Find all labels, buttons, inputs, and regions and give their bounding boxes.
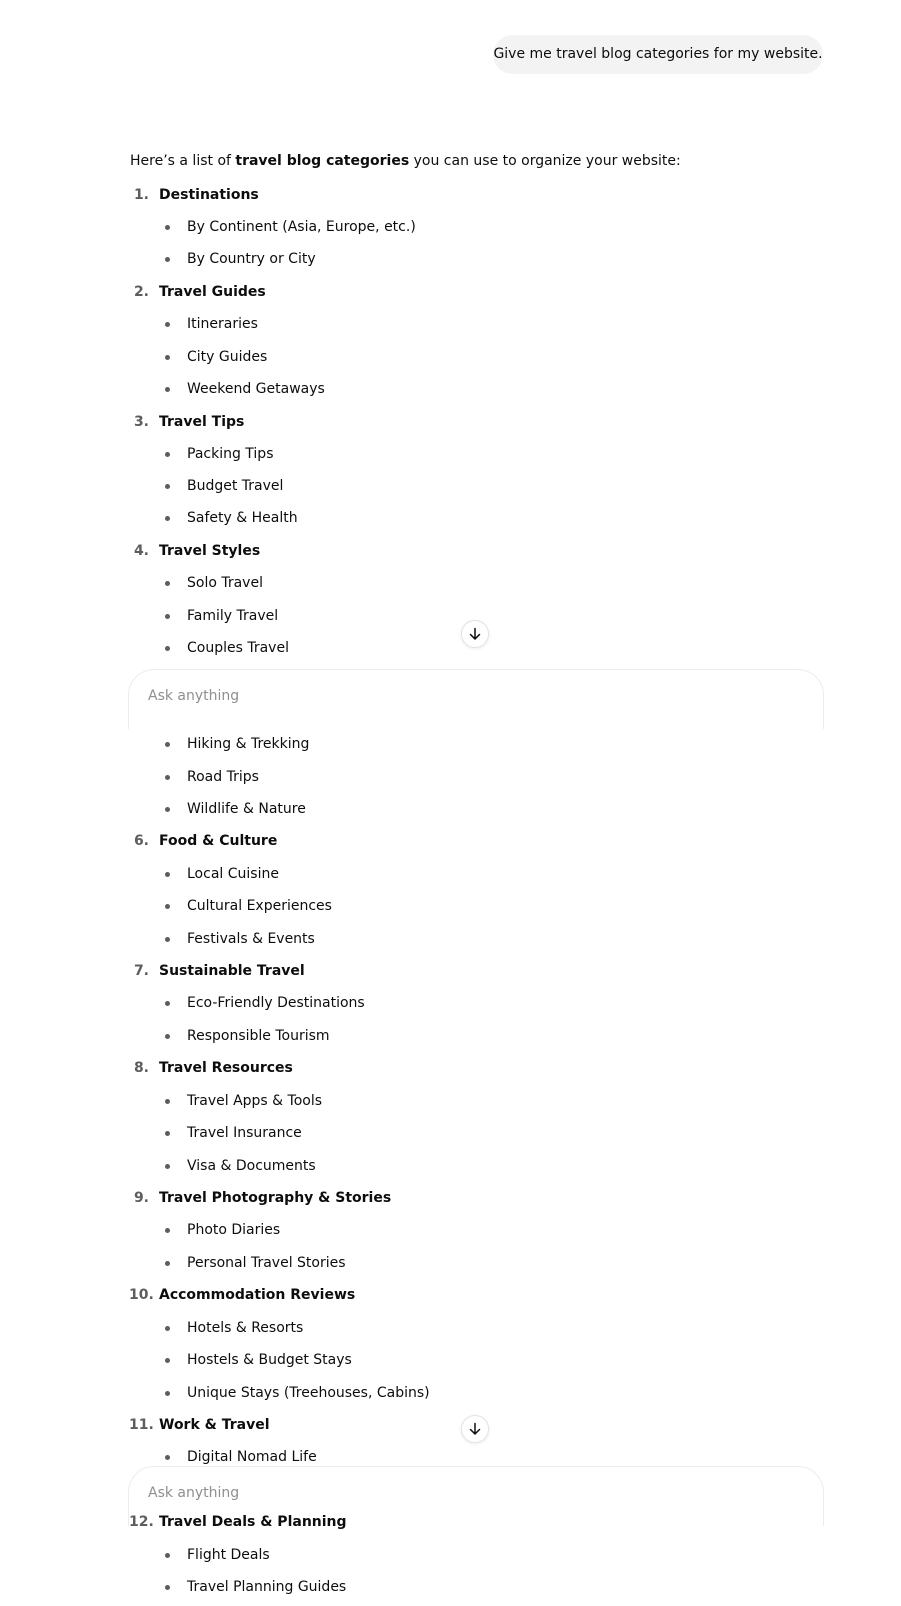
bullet-icon <box>165 581 170 586</box>
list-item: Wildlife & Nature <box>187 801 306 817</box>
bullet-icon <box>165 775 170 780</box>
list-number: 8. <box>133 1060 149 1076</box>
category-heading: Travel Guides <box>159 284 266 300</box>
list-item: Weekend Getaways <box>187 381 325 397</box>
user-message-text: Give me travel blog categories for my website. <box>493 46 823 62</box>
bullet-icon <box>165 807 170 812</box>
list-item: Travel Insurance <box>187 1125 302 1141</box>
bullet-icon <box>165 1585 170 1590</box>
category-heading: Accommodation Reviews <box>159 1287 356 1303</box>
bullet-icon <box>165 225 170 230</box>
bullet-icon <box>165 937 170 942</box>
bullet-icon <box>165 1034 170 1039</box>
bullet-icon <box>165 484 170 489</box>
bullet-icon <box>165 1553 170 1558</box>
list-item: Couples Travel <box>187 640 289 656</box>
bullet-icon <box>165 872 170 877</box>
list-item: Unique Stays (Treehouses, Cabins) <box>187 1385 430 1401</box>
list-item: Photo Diaries <box>187 1222 281 1238</box>
list-item: Responsible Tourism <box>187 1028 330 1044</box>
intro-text-before: Here’s a list of <box>130 153 236 169</box>
bullet-icon <box>165 257 170 262</box>
list-item: Local Cuisine <box>187 866 279 882</box>
intro-text-after: you can use to organize your website: <box>409 153 681 169</box>
list-item: Travel Apps & Tools <box>187 1093 323 1109</box>
list-item: City Guides <box>187 349 268 365</box>
scroll-to-bottom-button[interactable] <box>461 1415 489 1443</box>
bullet-icon <box>165 355 170 360</box>
list-item: By Continent (Asia, Europe, etc.) <box>187 219 416 235</box>
list-item: Flight Deals <box>187 1547 270 1563</box>
bullet-icon <box>165 646 170 651</box>
list-item: Hotels & Resorts <box>187 1320 304 1336</box>
list-number: 3. <box>133 414 149 430</box>
bullet-icon <box>165 516 170 521</box>
category-heading: Travel Deals & Planning <box>159 1514 347 1530</box>
list-item: Solo Travel <box>187 575 263 591</box>
category-heading: Sustainable Travel <box>159 963 305 979</box>
list-item: Hiking & Trekking <box>187 736 310 752</box>
list-item: Visa & Documents <box>187 1158 316 1174</box>
bullet-icon <box>165 1261 170 1266</box>
assistant-intro <box>130 153 681 169</box>
arrow-down-icon <box>468 627 482 641</box>
bullet-icon <box>165 1358 170 1363</box>
scroll-to-bottom-button[interactable] <box>461 620 489 648</box>
list-item: Family Travel <box>187 608 279 624</box>
list-number: 7. <box>133 963 149 979</box>
bullet-icon <box>165 1099 170 1104</box>
list-number: 9. <box>133 1190 149 1206</box>
list-number: 1. <box>133 187 149 203</box>
category-heading: Destinations <box>159 187 259 203</box>
list-item: Itineraries <box>187 316 258 332</box>
bullet-icon <box>165 322 170 327</box>
category-heading: Travel Photography & Stories <box>159 1190 392 1206</box>
list-item: Cultural Experiences <box>187 898 332 914</box>
chat-input[interactable] <box>148 1483 788 1503</box>
list-item: Eco-Friendly Destinations <box>187 995 365 1011</box>
category-heading: Travel Resources <box>159 1060 293 1076</box>
bullet-icon <box>165 1455 170 1460</box>
bullet-icon <box>165 1164 170 1169</box>
bullet-icon <box>165 387 170 392</box>
composer <box>128 669 824 729</box>
list-item: Festivals & Events <box>187 931 315 947</box>
bullet-icon <box>165 452 170 457</box>
list-item: Packing Tips <box>187 446 274 462</box>
bullet-icon <box>165 1391 170 1396</box>
list-number: 10. <box>129 1287 154 1303</box>
list-item: By Country or City <box>187 251 316 267</box>
chat-input[interactable] <box>148 686 788 706</box>
bullet-icon <box>165 904 170 909</box>
list-item: Safety & Health <box>187 510 298 526</box>
list-item: Road Trips <box>187 769 259 785</box>
intro-text-bold: travel blog categories <box>235 153 410 169</box>
bullet-icon <box>165 1326 170 1331</box>
arrow-down-icon <box>468 1422 482 1436</box>
bullet-icon <box>165 614 170 619</box>
list-item: Digital Nomad Life <box>187 1449 317 1465</box>
bullet-icon <box>165 1001 170 1006</box>
category-heading: Food & Culture <box>159 833 278 849</box>
list-number: 12. <box>129 1514 154 1530</box>
list-item: Hostels & Budget Stays <box>187 1352 352 1368</box>
list-item: Budget Travel <box>187 478 284 494</box>
user-message-bubble <box>493 35 823 74</box>
bullet-icon <box>165 742 170 747</box>
bullet-icon <box>165 1228 170 1233</box>
category-heading: Travel Tips <box>159 414 245 430</box>
list-number: 6. <box>133 833 149 849</box>
bullet-icon <box>165 1131 170 1136</box>
list-item: Travel Planning Guides <box>187 1579 347 1595</box>
list-item: Personal Travel Stories <box>187 1255 346 1271</box>
category-heading: Travel Styles <box>159 543 261 559</box>
list-number: 4. <box>133 543 149 559</box>
list-number: 11. <box>129 1417 154 1433</box>
category-heading: Work & Travel <box>159 1417 270 1433</box>
list-number: 2. <box>133 284 149 300</box>
